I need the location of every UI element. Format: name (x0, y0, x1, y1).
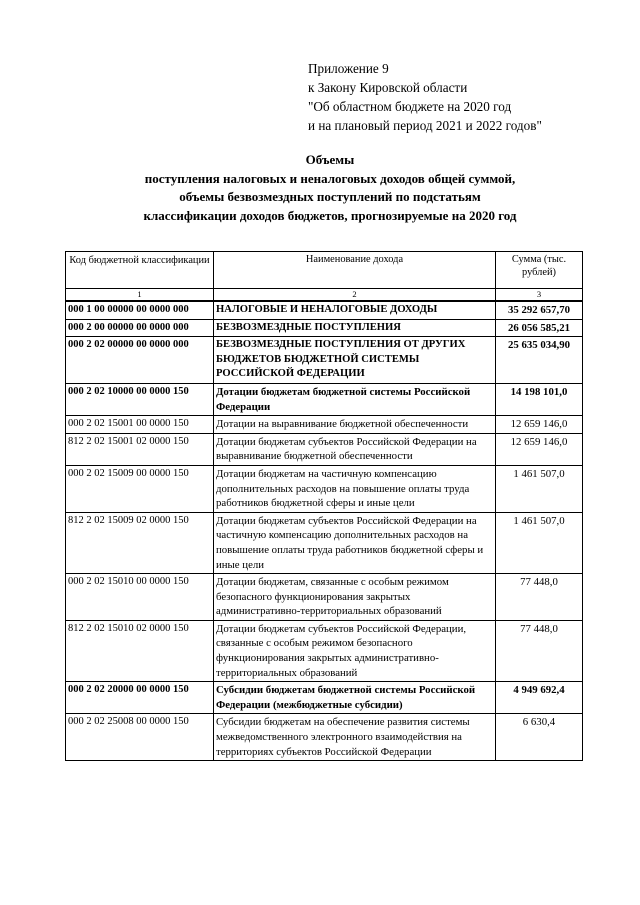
row-name: Субсидии бюджетам бюджетной системы Российской Федерации (межбюджетные субсидии) (214, 682, 496, 714)
row-sum: 35 292 657,70 (496, 301, 583, 319)
title-line-2: поступления налоговых и неналоговых доходов общей суммой, (144, 170, 516, 186)
row-sum: 6 630,4 (496, 714, 583, 761)
table-row (66, 512, 583, 573)
row-code: 000 1 00 00000 00 0000 000 (66, 301, 214, 319)
row-name: НАЛОГОВЫЕ И НЕНАЛОГОВЫЕ ДОХОДЫ (214, 301, 496, 319)
row-sum: 12 659 146,0 (496, 433, 583, 465)
title-line-3: объемы безвозмездных поступлений по подстатьям (179, 189, 481, 204)
column-number-2: 2 (214, 289, 496, 302)
column-number-1: 1 (66, 289, 214, 302)
header-code: Код бюджетной классификации (66, 252, 214, 289)
row-code: 000 2 02 20000 00 0000 150 (66, 682, 214, 714)
table-row (66, 301, 583, 319)
table-row (66, 337, 583, 384)
row-code: 000 2 02 15001 00 0000 150 (66, 416, 214, 434)
row-sum: 77 448,0 (496, 574, 583, 621)
table-row (66, 383, 583, 415)
row-name: Дотации на выравнивание бюджетной обеспеченности (214, 416, 496, 434)
row-name: Дотации бюджетам субъектов Российской Федерации на частичную компенсацию дополнительных расходов на повышение оплаты труда работников бюджетной сферы и иные цели (214, 512, 496, 573)
document-title (60, 151, 600, 225)
table-row (66, 319, 583, 337)
table-header-row (66, 252, 583, 289)
row-code: 000 2 00 00000 00 0000 000 (66, 319, 214, 337)
row-name: БЕЗВОЗМЕЗДНЫЕ ПОСТУПЛЕНИЯ (214, 319, 496, 337)
header-name: Наименование дохода (214, 252, 496, 289)
appendix-line-1: Приложение 9 (308, 61, 389, 76)
appendix-line-3: "Об областном бюджете на 2020 год (308, 99, 512, 114)
row-sum: 1 461 507,0 (496, 512, 583, 573)
table-row (66, 465, 583, 512)
appendix-line-2: к Закону Кировской области (308, 80, 468, 95)
row-sum: 1 461 507,0 (496, 465, 583, 512)
row-name: БЕЗВОЗМЕЗДНЫЕ ПОСТУПЛЕНИЯ ОТ ДРУГИХ БЮДЖЕТОВ БЮДЖЕТНОЙ СИСТЕМЫ РОССИЙСКОЙ ФЕДЕРАЦИИ (214, 337, 496, 384)
row-code: 000 2 02 15009 00 0000 150 (66, 465, 214, 512)
row-name: Дотации бюджетам бюджетной системы Российской Федерации (214, 383, 496, 415)
row-sum: 77 448,0 (496, 620, 583, 681)
row-code: 000 2 02 10000 00 0000 150 (66, 383, 214, 415)
row-sum: 4 949 692,4 (496, 682, 583, 714)
row-sum: 14 198 101,0 (496, 383, 583, 415)
table-row (66, 620, 583, 681)
row-code: 000 2 02 15010 00 0000 150 (66, 574, 214, 621)
row-code: 000 2 02 25008 00 0000 150 (66, 714, 214, 761)
appendix-block (308, 59, 542, 135)
row-name: Дотации бюджетам субъектов Российской Федерации, связанные с особым режимом безопасного функционирования закрытых административно-территориальных образований (214, 620, 496, 681)
row-code: 812 2 02 15010 02 0000 150 (66, 620, 214, 681)
table-row (66, 416, 583, 434)
column-number-3: 3 (496, 289, 583, 302)
table-row (66, 682, 583, 714)
row-sum: 26 056 585,21 (496, 319, 583, 337)
revenue-table (65, 251, 583, 761)
row-code: 812 2 02 15009 02 0000 150 (66, 512, 214, 573)
header-sum: Сумма (тыс. рублей) (496, 252, 583, 289)
row-sum: 12 659 146,0 (496, 416, 583, 434)
appendix-line-4: и на плановый период 2021 и 2022 годов" (308, 118, 542, 133)
table-row (66, 433, 583, 465)
row-name: Дотации бюджетам на частичную компенсацию дополнительных расходов на повышение оплаты труда работников бюджетной сферы и иные цели (214, 465, 496, 512)
row-name: Субсидии бюджетам на обеспечение развития системы межведомственного электронного взаимодействия на территориях субъектов Российской Федерации (214, 714, 496, 761)
table-row (66, 714, 583, 761)
row-sum: 25 635 034,90 (496, 337, 583, 384)
row-code: 812 2 02 15001 02 0000 150 (66, 433, 214, 465)
title-line-1: Объемы (305, 152, 355, 167)
row-name: Дотации бюджетам, связанные с особым режимом безопасного функционирования закрытых административно-территориальных образований (214, 574, 496, 621)
table-row (66, 574, 583, 621)
column-number-row (66, 289, 583, 302)
row-code: 000 2 02 00000 00 0000 000 (66, 337, 214, 384)
row-name: Дотации бюджетам субъектов Российской Федерации на выравнивание бюджетной обеспеченности (214, 433, 496, 465)
title-line-4: классификации доходов бюджетов, прогнозируемые на 2020 год (143, 207, 517, 223)
